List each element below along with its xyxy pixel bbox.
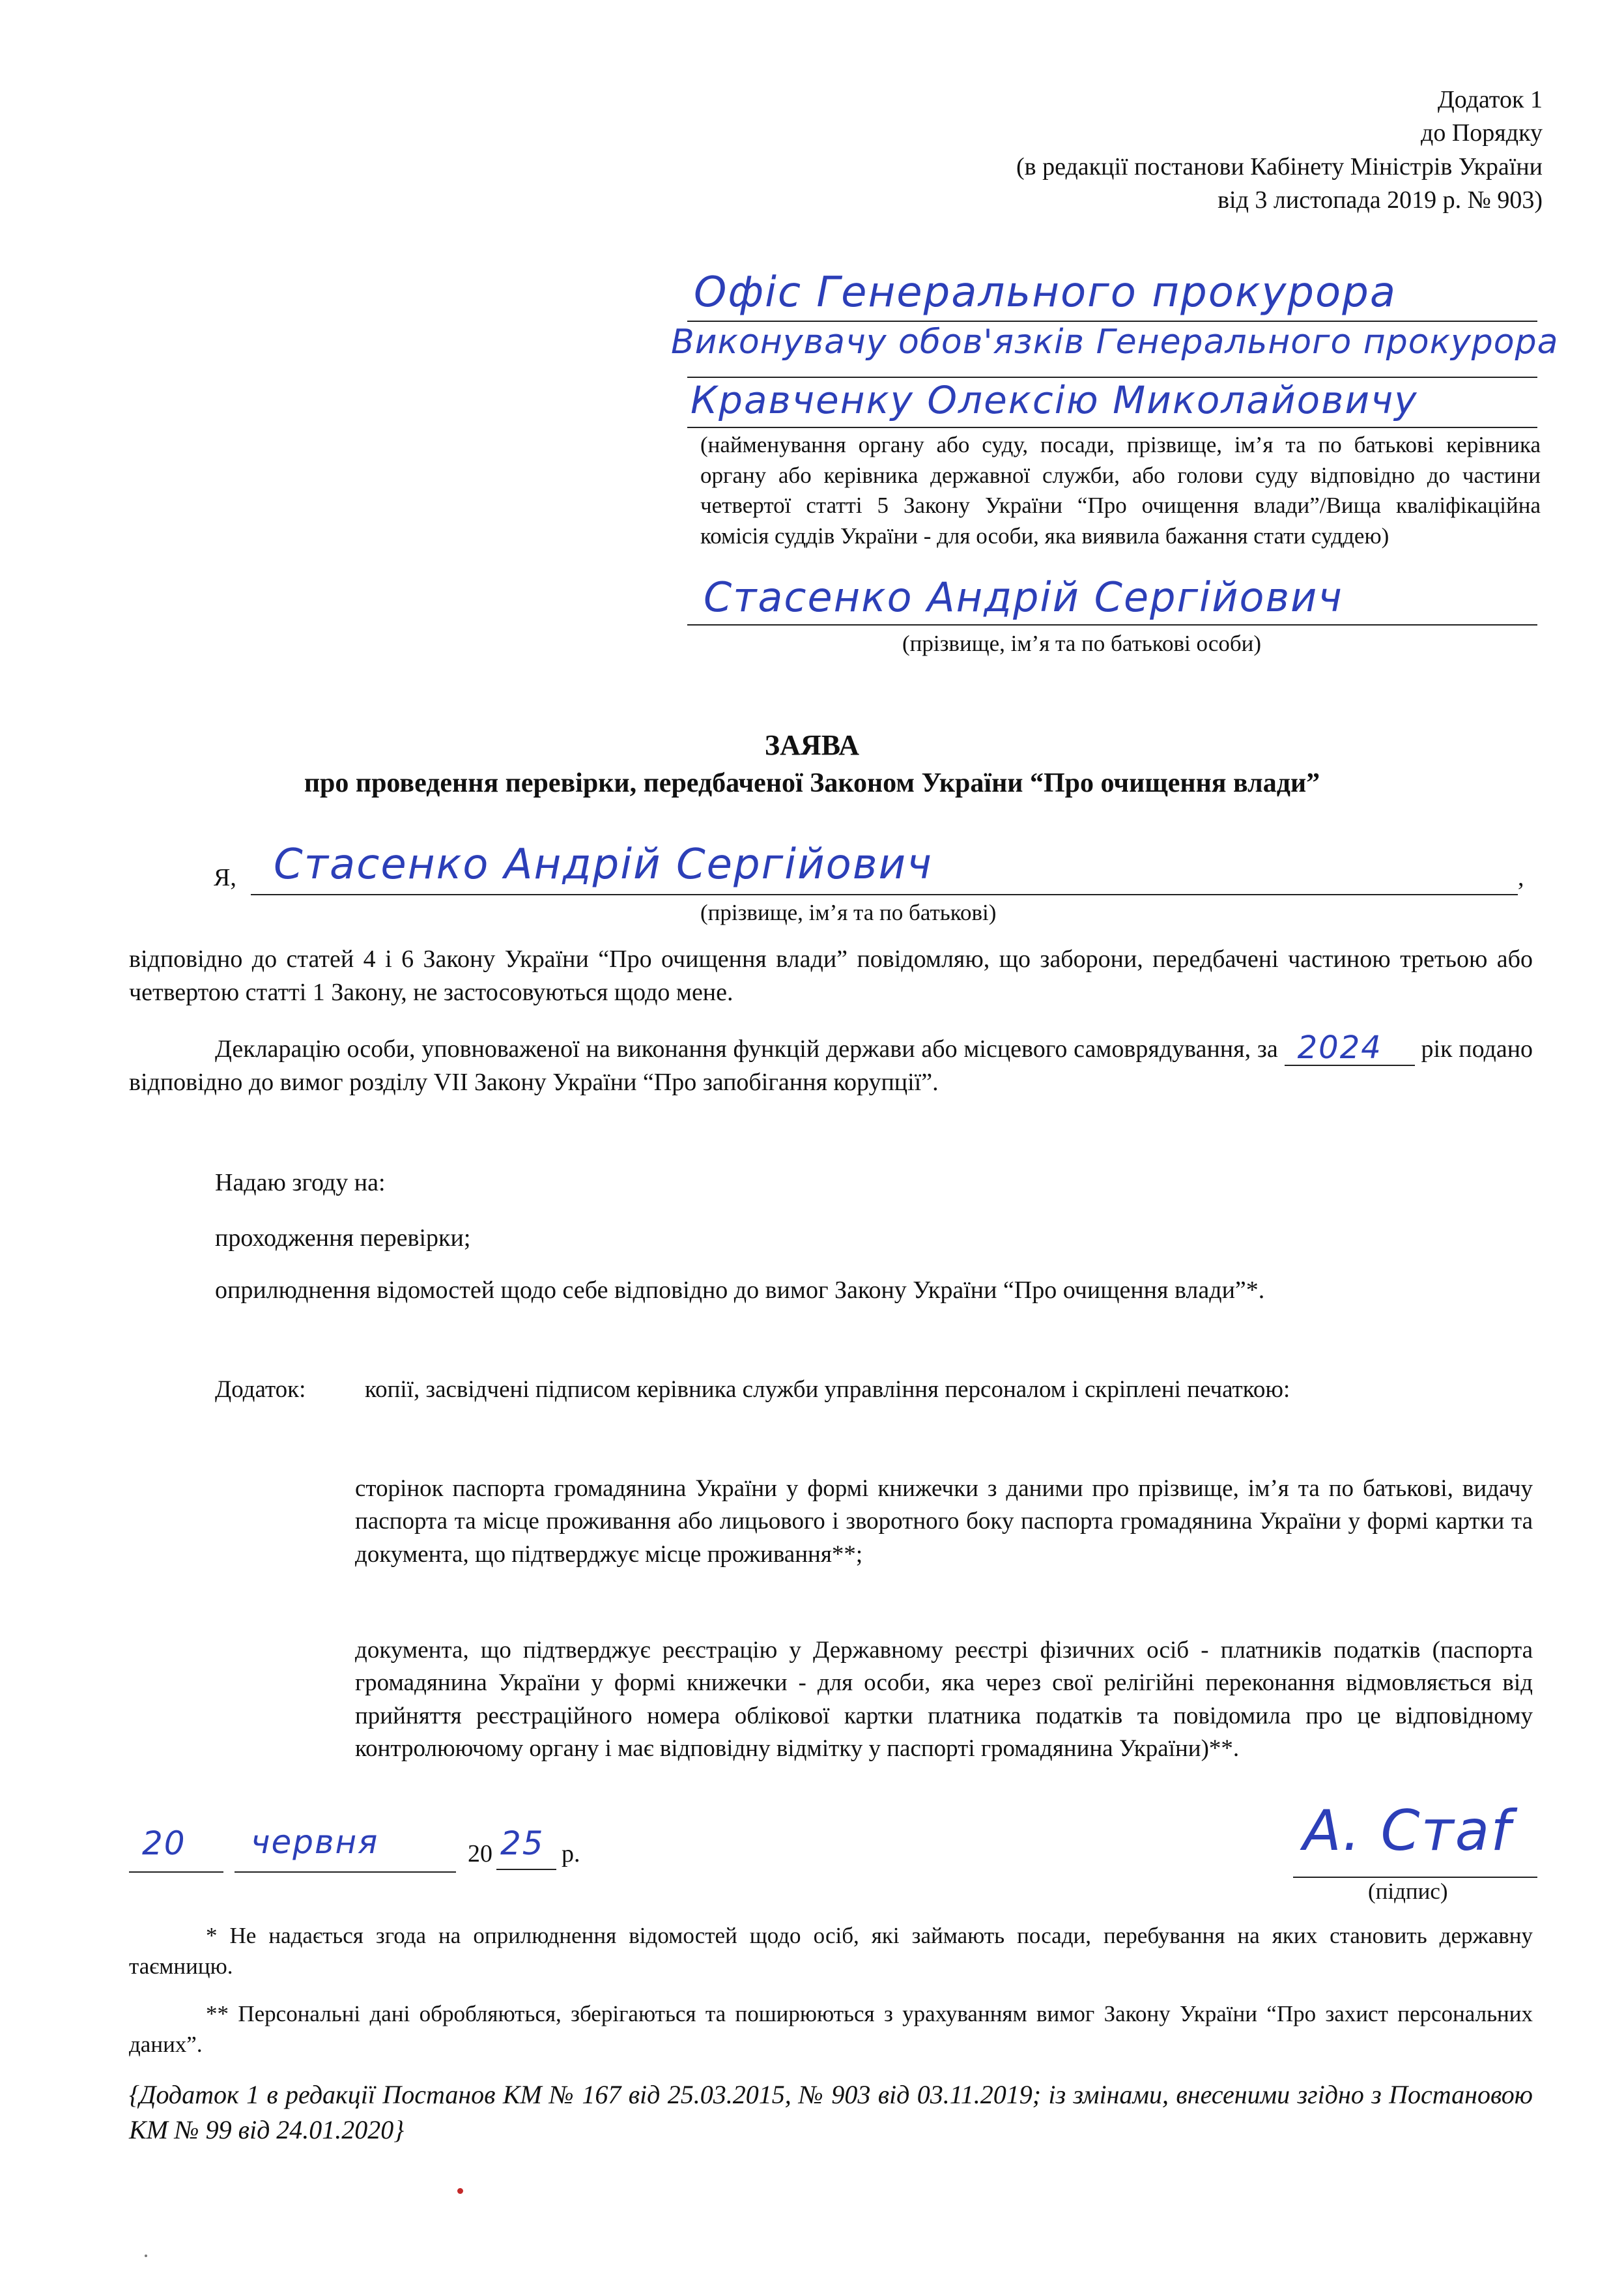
handwritten-signature: А. Стаf — [1303, 1798, 1512, 1864]
date-year-mark: р. — [562, 1840, 580, 1867]
handwritten-applicant-name: Стасенко Андрій Сергійович — [704, 573, 1343, 621]
appendix-date: від 3 листопада 2019 р. № 903) — [1218, 186, 1543, 214]
scan-speck — [457, 2188, 463, 2194]
date-day-underline — [129, 1871, 223, 1873]
addressee-underline-3 — [687, 427, 1537, 428]
date-year-prefix: 20 — [468, 1840, 492, 1867]
consent-item-2: оприлюднення відомостей щодо себе відповідно до вимог Закону України “Про очищення влади”*. — [215, 1276, 1265, 1304]
footnote-1: * Не надається згода на оприлюднення відомостей щодо осіб, які займають посади, перебування на яких становить державну таємницю. — [129, 1923, 1533, 1979]
editorial-note: {Додаток 1 в редакції Постанов КМ № 167 від 25.03.2015, № 903 від 03.11.2019; із змінами, внесеними згідно з Постановою КМ № 99 від 24.01.2020} — [129, 2080, 1533, 2145]
handwritten-addressee-line2: Виконувачу обов'язків Генерального прокурора — [671, 323, 1559, 362]
attachment-item-1: копії, засвідчені підписом керівника служби управління персоналом і скріплені печаткою: — [365, 1376, 1290, 1403]
scan-speck — [145, 2255, 147, 2257]
attachment-item-3: документа, що підтверджує реєстрацію у Державному реєстрі фізичних осіб - платників податків (паспорта громадянина України у формі книжечки - для особи, яка через свої релігійні переконання відмовляється від прийняття реєстраційного номера облікової картки платника податків та повідомила про це відповідному контролюючому органу і має відповідну відмітку у паспорті громадянина України)**. — [355, 1637, 1533, 1762]
statement-suffix: , — [1518, 864, 1524, 891]
consent-intro: Надаю згоду на: — [215, 1169, 386, 1196]
statement-paragraph-2 — [129, 1030, 1533, 1100]
declaration-year-field — [1285, 1030, 1415, 1067]
handwritten-date-year: 25 — [500, 1824, 545, 1862]
document-title: ЗАЯВА — [764, 729, 860, 761]
consent-item-1: проходження перевірки; — [215, 1224, 471, 1252]
attachments-label: Додаток: — [215, 1376, 306, 1403]
appendix-procedure: до Порядку — [1420, 119, 1543, 147]
statement-name-caption: (прізвище, ім’я та по батькові) — [700, 900, 997, 925]
attachment-item-2: сторінок паспорта громадянина України у формі книжечки з даними про прізвище, ім’я та по батькові, видачу паспорта та місце проживання або лицьового і зворотного боку паспорта громадянина України у формі картки та документа, що підтверджує місце проживання**; — [355, 1475, 1533, 1568]
date-year-underline — [496, 1869, 556, 1870]
paragraph-2-after: рік подано відповідно до вимог розділу VII Закону України “Про запобігання корупції”. — [129, 1035, 1533, 1097]
appendix-edition: (в редакції постанови Кабінету Міністрів України — [1016, 152, 1543, 180]
statement-paragraph-1: відповідно до статей 4 і 6 Закону України “Про очищення влади” повідомляю, що заборони, передбачені частиною третьою або четвертою статті 1 Закону, не застосовуються щодо мене. — [129, 945, 1533, 1007]
applicant-caption: (прізвище, ім’я та по батькові особи) — [902, 631, 1262, 656]
signature-caption: (підпис) — [1368, 1879, 1448, 1904]
paragraph-2-before: Декларацію особи, уповноваженої на виконання функцій держави або місцевого самоврядування, за — [215, 1035, 1278, 1063]
handwritten-statement-name: Стасенко Андрій Сергійович — [274, 841, 933, 889]
handwritten-declaration-year: 2024 — [1297, 1030, 1382, 1067]
document-subtitle: про проведення перевірки, передбаченої Законом України “Про очищення влади” — [304, 768, 1320, 798]
footnote-2: ** Персональні дані обробляються, зберігаються та поширюються з урахуванням вимог Закону України “Про захист персональних даних”. — [129, 2001, 1533, 2057]
handwritten-date-month: червня — [251, 1823, 379, 1861]
date-month-underline — [235, 1871, 456, 1873]
addressee-caption: (найменування органу або суду, посади, прізвище, ім’я та по батькові керівника органу або керівника державної служби, або голови суду відповідно до частини четвертої статті 5 Закону України “Про очищення влади”/Вища кваліфікаційна комісія суддів України - для особи, яка виявила бажання стати суддею) — [700, 432, 1541, 549]
handwritten-date-day: 20 — [142, 1824, 186, 1862]
statement-name-underline — [251, 894, 1518, 895]
appendix-header — [696, 83, 1543, 217]
statement-prefix: Я, — [214, 864, 236, 891]
addressee-underline-1 — [687, 321, 1537, 322]
handwritten-addressee-line3: Кравченку Олексію Миколайовичу — [691, 378, 1418, 422]
applicant-underline — [687, 624, 1537, 626]
appendix-number: Додаток 1 — [1437, 86, 1543, 113]
handwritten-addressee-line1: Офіс Генерального прокурора — [694, 268, 1397, 317]
